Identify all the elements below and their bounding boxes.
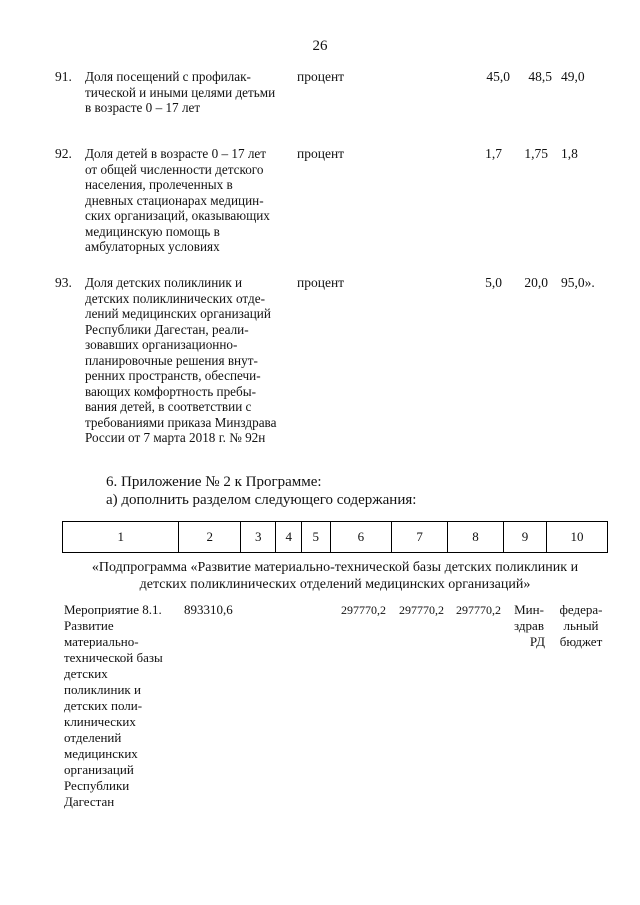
section-subtitle: а) дополнить разделом следующего содержания: xyxy=(106,492,417,508)
column-header-table xyxy=(62,521,608,553)
column-header: 10 xyxy=(547,522,608,553)
column-header: 8 xyxy=(448,522,504,553)
indicator-name: Доля посещений с профилак- тической и иными целями детьми в возрасте 0 – 17 лет xyxy=(85,69,276,115)
measure-year-value: 297770,2 xyxy=(399,603,444,617)
indicator-value: 1,7 xyxy=(485,146,502,161)
indicator-unit: процент xyxy=(297,69,345,84)
page-number: 26 xyxy=(312,38,328,54)
indicator-value: 20,0 xyxy=(524,275,548,290)
indicator-unit: процент xyxy=(297,146,345,161)
measure-name: Мероприятие 8.1. Развитие материально- технической базы детских поликлиник и детских поли- клинических отделений медицинских организаций Республики Дагестан xyxy=(64,602,163,809)
measure-funding-source: федера- льный бюджет xyxy=(559,602,603,649)
measure-total: 893310,6 xyxy=(184,602,233,617)
indicator-value: 5,0 xyxy=(485,275,502,290)
column-header: 3 xyxy=(241,522,276,553)
measure-year-value: 297770,2 xyxy=(456,603,501,617)
indicator-value: 45,0 xyxy=(486,69,510,84)
column-header: 2 xyxy=(179,522,241,553)
measure-executor: Мин- здрав РД xyxy=(514,602,545,649)
indicator-value: 49,0 xyxy=(561,69,585,84)
measure-year-value: 297770,2 xyxy=(341,603,386,617)
table-row xyxy=(63,522,608,553)
column-header: 6 xyxy=(330,522,392,553)
indicator-value: 1,75 xyxy=(524,146,548,161)
indicator-name: Доля детских поликлиник и детских поликлинических отде- лений медицинских организаций Республики Дагестан, реали- зовавших организационно- планировочные решения внут- ренних пространств, обеспечи- вающих комфортность пребы- вания детей, в соответствии с требованиями приказа Минздрава России от 7 марта 2018 г. № 92н xyxy=(85,275,277,445)
indicator-number: 92. xyxy=(55,146,72,161)
indicator-number: 91. xyxy=(55,69,72,84)
subprogram-title: «Подпрограмма «Развитие материально-технической базы детских поликлиник и детских поликлинических отделений медицинских организаций» xyxy=(91,560,579,592)
column-header: 7 xyxy=(392,522,448,553)
column-header: 1 xyxy=(63,522,179,553)
column-header: 5 xyxy=(302,522,331,553)
indicator-value: 1,8 xyxy=(561,146,578,161)
indicator-number: 93. xyxy=(55,275,72,290)
indicator-unit: процент xyxy=(297,275,345,290)
indicator-value: 95,0». xyxy=(561,275,595,290)
section-title: 6. Приложение № 2 к Программе: xyxy=(106,474,322,490)
indicator-value: 48,5 xyxy=(528,69,552,84)
column-header: 4 xyxy=(276,522,302,553)
column-header: 9 xyxy=(503,522,546,553)
indicator-name: Доля детей в возрасте 0 – 17 лет от общей численности детского населения, пролеченных в дневных стационарах медицин- ских организаций, оказывающих медицинскую помощь в амбулаторных условиях xyxy=(85,146,270,254)
